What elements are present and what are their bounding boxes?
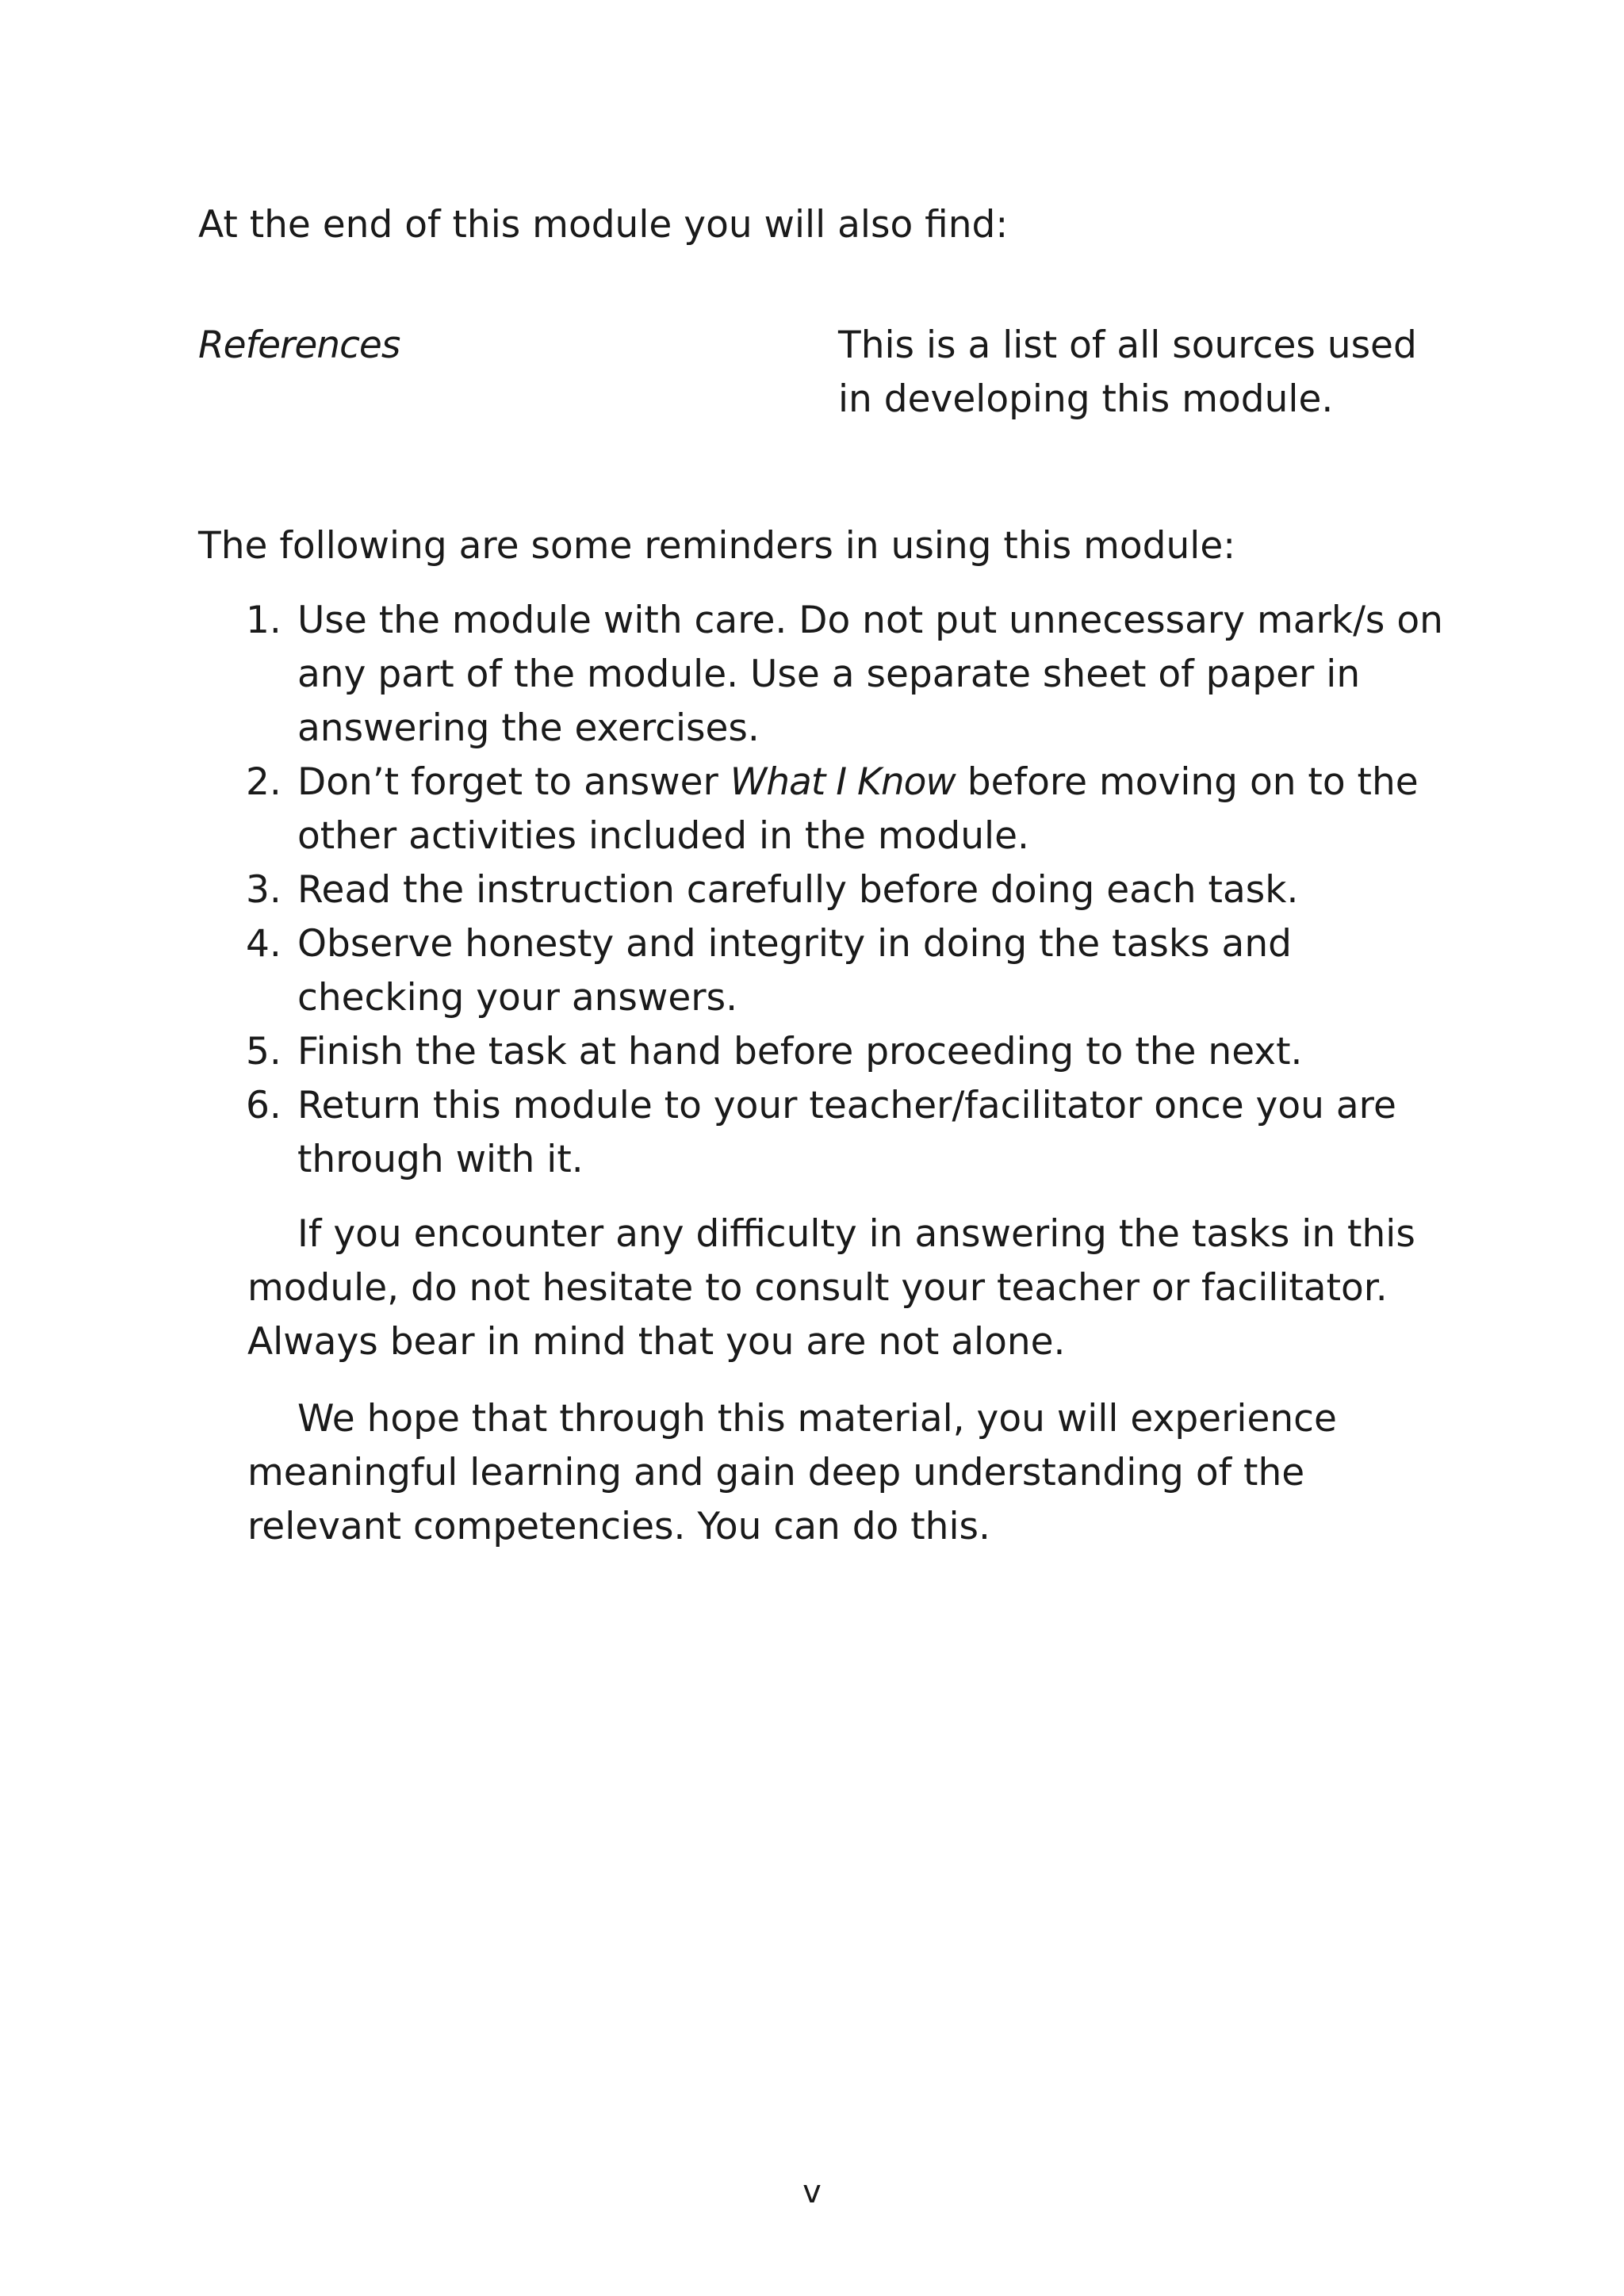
what-i-know-emphasis: What I Know bbox=[730, 760, 956, 804]
reminder-text: Return this module to your teacher/facilitator once you are through with it. bbox=[297, 1084, 1396, 1181]
reminders-intro: The following are some reminders in using this module: bbox=[198, 524, 1236, 568]
reminder-text: Observe honesty and integrity in doing the tasks and checking your answers. bbox=[297, 922, 1292, 1020]
reminder-text: Read the instruction carefully before doing each task. bbox=[297, 868, 1299, 912]
reminder-item bbox=[198, 917, 1451, 1025]
reminder-item bbox=[198, 756, 1451, 863]
reminders-list bbox=[198, 594, 1451, 1187]
reminder-number: 2. bbox=[246, 760, 282, 804]
reminder-number: 5. bbox=[246, 1030, 282, 1073]
reminder-text-after: before moving on to the other activities included in the module. bbox=[297, 760, 1419, 858]
reminder-number: 3. bbox=[246, 868, 282, 912]
reminder-item bbox=[198, 863, 1451, 917]
references-description: This is a list of all sources used in developing this module. bbox=[838, 323, 1417, 421]
intro-text: At the end of this module you will also find: bbox=[198, 203, 1009, 247]
reminder-item bbox=[198, 1079, 1451, 1187]
reminder-number: 4. bbox=[246, 922, 282, 966]
reminder-item bbox=[198, 594, 1451, 756]
closing-paragraph: We hope that through this material, you will experience meaningful learning and gain deep understanding of the relevant competencies. You can do this. bbox=[247, 1397, 1337, 1548]
page-number: v bbox=[802, 2174, 822, 2210]
reminder-item bbox=[198, 1025, 1451, 1079]
reminder-number: 6. bbox=[246, 1084, 282, 1127]
help-paragraph: If you encounter any difficulty in answering the tasks in this module, do not hesitate to consult your teacher or facilitator. Always bear in mind that you are not alone. bbox=[247, 1212, 1415, 1364]
reminder-text: Use the module with care. Do not put unnecessary mark/s on any part of the module. Use a separate sheet of paper in answering the exercises. bbox=[297, 599, 1443, 750]
reminder-number: 1. bbox=[246, 599, 282, 642]
references-term: References bbox=[198, 323, 400, 367]
reminder-text: Finish the task at hand before proceeding to the next. bbox=[297, 1030, 1303, 1073]
reminder-text-before: Don’t forget to answer bbox=[297, 760, 730, 804]
